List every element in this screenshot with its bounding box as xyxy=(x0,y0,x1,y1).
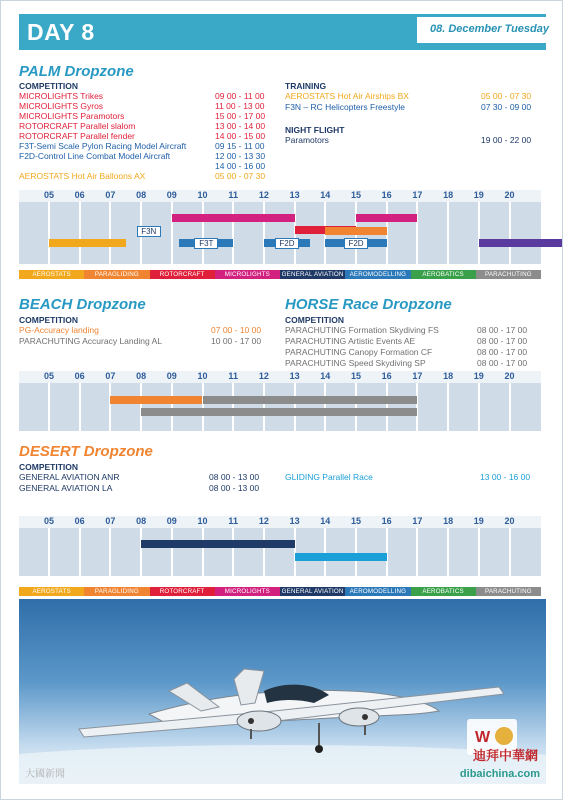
hour-label: 09 xyxy=(166,516,177,526)
hour-gridline xyxy=(109,202,111,264)
legend-item: AEROSTATS xyxy=(19,270,84,279)
event-time: 05 00 - 07 30 xyxy=(481,91,532,101)
day-title: DAY 8 xyxy=(27,19,95,45)
hour-gridline xyxy=(171,202,173,264)
hour-label: 15 xyxy=(350,371,362,381)
hour-label: 07 xyxy=(105,190,116,200)
event-time: 08 00 - 17 00 xyxy=(477,336,528,346)
hour-gridline xyxy=(263,202,265,264)
event-name: GLIDING Parallel Race xyxy=(285,472,373,482)
hour-label: 09 xyxy=(166,190,177,200)
event-time: 13 00 - 16 00 xyxy=(480,472,531,482)
hour-gridline xyxy=(509,202,511,264)
event-time: 07 00 - 10 00 xyxy=(211,325,262,335)
hour-label: 20 xyxy=(504,190,515,200)
event-name: ROTORCRAFT Parallel slalom xyxy=(19,121,136,131)
hour-label: 18 xyxy=(443,371,454,381)
hour-gridline xyxy=(386,528,388,576)
hour-label: 16 xyxy=(381,371,392,381)
event-time: 08 00 - 17 00 xyxy=(477,358,528,368)
event-row xyxy=(285,358,547,368)
hour-label: 12 xyxy=(258,190,269,200)
hour-label: 14 xyxy=(320,371,331,381)
event-time: 09 15 - 11 00 xyxy=(215,141,265,151)
legend-item: AEROBATICS xyxy=(411,587,476,596)
hour-gridline xyxy=(294,383,296,431)
hour-gridline xyxy=(232,528,234,576)
hour-label: 08 xyxy=(136,190,147,200)
legend-item: MICROLIGHTS xyxy=(215,587,280,596)
category-legend-top xyxy=(19,270,541,279)
hour-gridline xyxy=(509,383,511,431)
hour-label: 15 xyxy=(350,190,362,200)
event-name: Paramotors xyxy=(285,135,329,145)
hour-label: 19 xyxy=(473,190,484,200)
schedule-bar xyxy=(203,396,418,404)
event-name: MICROLIGHTS Gyros xyxy=(19,101,104,111)
schedule-bar xyxy=(356,214,417,222)
date-box xyxy=(417,17,557,43)
schedule-bar xyxy=(479,239,563,247)
event-name: AEROSTATS Hot Air Airships BX xyxy=(285,91,409,101)
watermark-left: 大國新聞 xyxy=(25,769,65,780)
hour-label: 08 xyxy=(136,516,147,526)
category-legend-bottom xyxy=(19,587,541,596)
hour-gridline xyxy=(48,528,50,576)
hour-gridline xyxy=(109,528,111,576)
event-name: GENERAL AVIATION ANR xyxy=(19,472,120,482)
watermark-chinese: 迪拜中華網 xyxy=(472,748,538,763)
beach-competition-label: COMPETITION xyxy=(19,315,79,325)
hour-gridline xyxy=(48,383,50,431)
hour-label: 06 xyxy=(74,190,85,200)
event-row xyxy=(285,347,547,357)
event-row xyxy=(19,131,285,141)
hour-gridline xyxy=(416,202,418,264)
schedule-bar xyxy=(49,239,126,247)
event-name: PG-Accuracy landing xyxy=(19,325,99,335)
hour-label: 06 xyxy=(74,371,85,381)
hour-gridline xyxy=(294,528,296,576)
legend-item: PARACHUTING xyxy=(476,587,541,596)
hour-gridline xyxy=(140,383,142,431)
hour-gridline xyxy=(48,202,50,264)
event-row xyxy=(19,336,281,346)
event-row xyxy=(19,325,281,335)
event-row xyxy=(285,135,551,145)
schedule-bar xyxy=(295,226,326,234)
event-time: 08 00 - 17 00 xyxy=(477,347,528,357)
hour-strip xyxy=(19,371,541,383)
event-time: 08 00 - 13 00 xyxy=(209,472,260,482)
hour-gridline xyxy=(447,383,449,431)
legend-item: AEROBATICS xyxy=(411,270,476,279)
schedule-bar xyxy=(172,214,233,222)
palm-night-label: NIGHT FLIGHT xyxy=(285,125,345,135)
hour-gridline xyxy=(509,528,511,576)
event-name: GENERAL AVIATION LA xyxy=(19,483,113,493)
hour-gridline xyxy=(202,202,204,264)
event-row xyxy=(285,336,547,346)
hour-gridline xyxy=(478,528,480,576)
event-row xyxy=(19,151,285,161)
hour-gridline xyxy=(263,528,265,576)
hour-gridline xyxy=(202,383,204,431)
hour-gridline xyxy=(79,528,81,576)
hour-label: 05 xyxy=(43,190,55,200)
day-date: 08. December Tuesday xyxy=(429,23,549,35)
legend-item: AEROMODELLING xyxy=(345,270,410,279)
legend-item: GENERAL AVIATION xyxy=(281,588,344,595)
event-name: F2D-Control Line Combat Model Aircraft xyxy=(19,151,171,161)
hour-label: 16 xyxy=(381,190,392,200)
hour-gridline xyxy=(232,383,234,431)
hour-label: 05 xyxy=(43,371,55,381)
hour-gridline xyxy=(324,528,326,576)
event-name: AEROSTATS Hot Air Balloons AX xyxy=(19,171,146,181)
hour-label: 09 xyxy=(166,371,177,381)
desert-competition-label: COMPETITION xyxy=(19,462,79,472)
horse-competition-label: COMPETITION xyxy=(285,315,345,325)
hour-label: 08 xyxy=(136,371,147,381)
event-time: 08 00 - 17 00 xyxy=(477,325,528,335)
palm-timeline xyxy=(19,190,541,264)
horse-title: HORSE Race Dropzone xyxy=(285,296,452,313)
hour-gridline xyxy=(478,383,480,431)
hour-label: 05 xyxy=(43,516,55,526)
hour-label: 19 xyxy=(473,516,484,526)
hour-label: 13 xyxy=(289,371,300,381)
schedule-bar xyxy=(110,396,202,404)
hour-gridline xyxy=(386,383,388,431)
event-row xyxy=(19,161,285,171)
event-name: MICROLIGHTS Paramotors xyxy=(19,111,125,121)
svg-text:W: W xyxy=(475,729,491,746)
bar-label: F3N xyxy=(137,226,161,237)
event-time: 12 00 - 13 30 xyxy=(215,151,266,161)
hour-label: 18 xyxy=(443,190,454,200)
bar-label: F3T xyxy=(194,238,218,249)
hour-strip xyxy=(19,516,541,528)
legend-item: PARAGLIDING xyxy=(84,587,149,596)
legend-item: AEROMODELLING xyxy=(345,587,410,596)
hour-gridline xyxy=(140,528,142,576)
legend-item: AEROSTATS xyxy=(19,587,84,596)
hour-label: 10 xyxy=(197,516,208,526)
hour-label: 14 xyxy=(320,516,331,526)
event-name: PARACHUTING Canopy Formation CF xyxy=(285,347,433,357)
hour-label: 17 xyxy=(412,516,423,526)
hour-gridline xyxy=(355,528,357,576)
palm-title: PALM Dropzone xyxy=(19,63,134,80)
event-name: F3T-Semi Scale Pylon Racing Model Aircraft xyxy=(19,141,187,151)
day-header xyxy=(19,14,549,50)
event-time: 13 00 - 14 00 xyxy=(215,121,266,131)
hour-label: 07 xyxy=(105,516,116,526)
event-name: F3N – RC Helicopters Freestyle xyxy=(285,102,405,112)
schedule-bar xyxy=(141,540,295,548)
event-time: 14 00 - 15 00 xyxy=(215,131,266,141)
hour-label: 17 xyxy=(412,190,423,200)
schedule-bar xyxy=(325,227,386,235)
event-row xyxy=(285,91,551,101)
hour-label: 17 xyxy=(412,371,423,381)
hour-label: 10 xyxy=(197,371,208,381)
hour-label: 11 xyxy=(228,371,238,381)
hour-gridline xyxy=(202,528,204,576)
event-name: PARACHUTING Artistic Events AE xyxy=(285,336,416,346)
event-row xyxy=(19,111,285,121)
event-name: PARACHUTING Formation Skydiving FS xyxy=(285,325,439,335)
event-row xyxy=(19,483,279,493)
schedule-bar xyxy=(295,553,387,561)
hour-gridline xyxy=(171,528,173,576)
hour-strip xyxy=(19,190,541,202)
desert-title: DESERT Dropzone xyxy=(19,443,153,460)
event-time: 11 00 - 13 00 xyxy=(215,101,265,111)
desert-timeline xyxy=(19,516,541,576)
hour-label: 13 xyxy=(289,190,300,200)
event-row xyxy=(19,171,285,181)
hour-gridline xyxy=(109,383,111,431)
hour-gridline xyxy=(447,202,449,264)
hour-label: 19 xyxy=(473,371,484,381)
legend-item: MICROLIGHTS xyxy=(215,270,280,279)
palm-training-label: TRAINING xyxy=(285,81,327,91)
hour-label: 11 xyxy=(228,516,238,526)
hour-label: 06 xyxy=(74,516,85,526)
hour-label: 13 xyxy=(289,516,300,526)
hour-gridline xyxy=(79,202,81,264)
schedule-bar xyxy=(233,214,294,222)
hour-label: 12 xyxy=(258,371,269,381)
event-row xyxy=(19,121,285,131)
event-row xyxy=(285,102,551,112)
event-name: PARACHUTING Speed Skydiving SP xyxy=(285,358,426,368)
hour-gridline xyxy=(232,202,234,264)
beach-horse-timeline xyxy=(19,371,541,431)
hour-label: 12 xyxy=(258,516,269,526)
event-time: 14 00 - 16 00 xyxy=(215,161,266,171)
schedule-bar xyxy=(141,408,417,416)
hour-gridline xyxy=(79,383,81,431)
hour-gridline xyxy=(171,383,173,431)
hour-gridline xyxy=(416,528,418,576)
bar-label: F2D xyxy=(344,238,368,249)
event-name: PARACHUTING Accuracy Landing AL xyxy=(19,336,162,346)
event-row xyxy=(19,101,285,111)
hour-label: 20 xyxy=(504,516,515,526)
legend-item: GENERAL AVIATION xyxy=(281,271,344,278)
event-time: 15 00 - 17 00 xyxy=(215,111,266,121)
event-row xyxy=(19,472,279,482)
palm-competition-label: COMPETITION xyxy=(19,81,79,91)
legend-item: PARAGLIDING xyxy=(84,270,149,279)
beach-title: BEACH Dropzone xyxy=(19,296,146,313)
hour-gridline xyxy=(263,383,265,431)
hour-label: 10 xyxy=(197,190,208,200)
event-row xyxy=(285,325,547,335)
hour-label: 15 xyxy=(350,516,362,526)
hour-gridline xyxy=(478,202,480,264)
event-time: 10 00 - 17 00 xyxy=(211,336,262,346)
aircraft-photo xyxy=(19,599,546,784)
event-time: 07 30 - 09 00 xyxy=(481,102,532,112)
event-time: 19 00 - 22 00 xyxy=(481,135,532,145)
legend-item: ROTORCRAFT xyxy=(150,270,215,279)
hour-gridline xyxy=(447,528,449,576)
aircraft-image xyxy=(19,599,546,784)
hour-label: 11 xyxy=(228,190,238,200)
event-time: 09 00 - 11 00 xyxy=(215,91,265,101)
hour-label: 16 xyxy=(381,516,392,526)
hour-gridline xyxy=(324,383,326,431)
hour-gridline xyxy=(416,383,418,431)
legend-item: PARACHUTING xyxy=(476,270,541,279)
event-row xyxy=(19,141,285,151)
legend-item: ROTORCRAFT xyxy=(150,587,215,596)
event-row xyxy=(285,472,550,482)
event-time: 08 00 - 13 00 xyxy=(209,483,260,493)
hour-label: 18 xyxy=(443,516,454,526)
watermark-site: dibaichina.com xyxy=(459,768,540,780)
hour-label: 20 xyxy=(504,371,515,381)
hour-label: 07 xyxy=(105,371,116,381)
event-row xyxy=(19,91,285,101)
hour-gridline xyxy=(355,383,357,431)
event-time: 05 00 - 07 30 xyxy=(215,171,266,181)
hour-label: 14 xyxy=(320,190,331,200)
event-name: ROTORCRAFT Parallel fender xyxy=(19,131,135,141)
event-name: MICROLIGHTS Trikes xyxy=(19,91,104,101)
bar-label: F2D xyxy=(275,238,299,249)
